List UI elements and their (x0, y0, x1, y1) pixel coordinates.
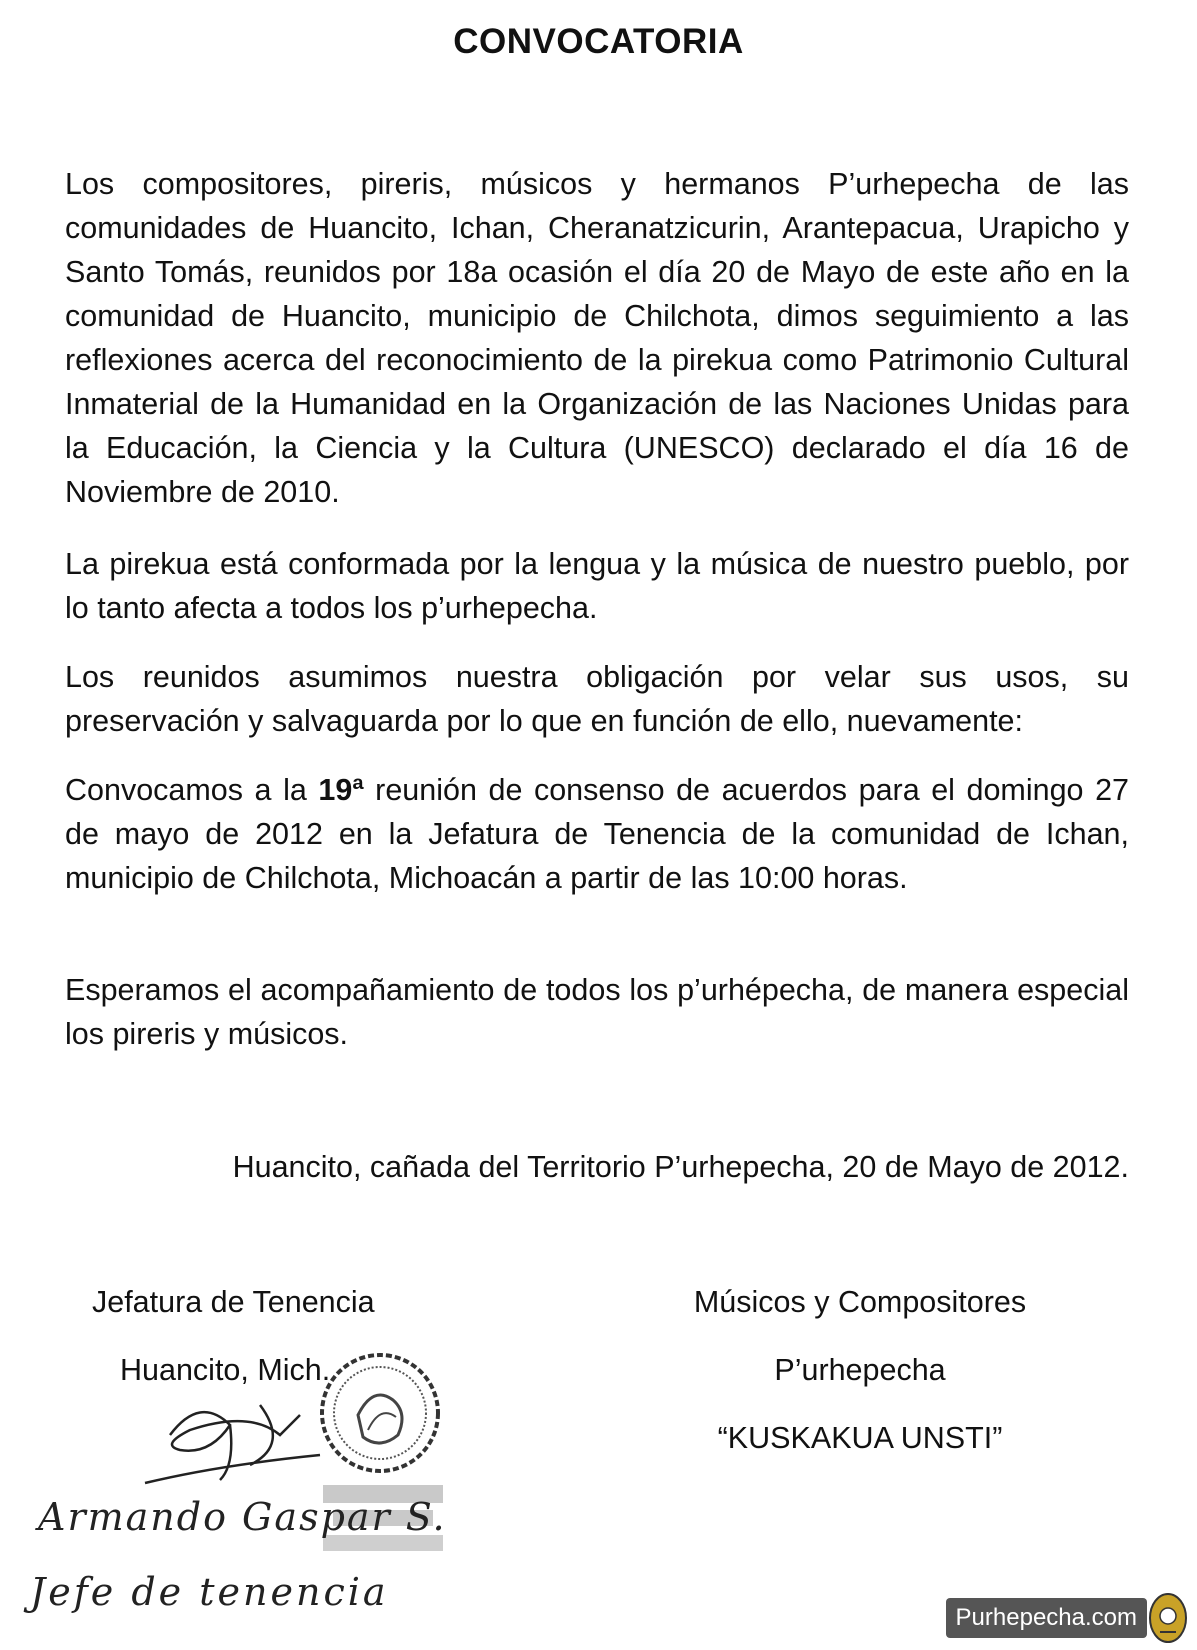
emblem-icon (1147, 1592, 1189, 1644)
signature-left-line1: Jefatura de Tenencia (92, 1285, 375, 1319)
handwritten-signature-icon (140, 1395, 340, 1485)
meeting-call-start: Convocamos a la (65, 773, 319, 807)
signature-right-line2: P’urhepecha (774, 1353, 946, 1387)
meeting-call-end: reunión de consenso de acuerdos para el domingo 27 de mayo de 2012 en la Jefatura de Tenencia de la comunidad de Ichan, municipio de Chilchota, Michoacán a partir de las 10:00 horas. (65, 773, 1129, 895)
paragraph-pirekua-definition: La pirekua está conformada por la lengua y la música de nuestro pueblo, por lo tanto afecta a todos los p’urhepecha. (65, 547, 1129, 625)
signature-right-line1: Músicos y Compositores (693, 1285, 1027, 1319)
paragraph-convocation-context: Los compositores, pireris, músicos y hermanos P’urhepecha de las comunidades de Huancito, Ichan, Cheranatzicurin, Arantepacua, Urapicho y Santo Tomás, reunidos por 18a ocasión el día 20 de Mayo de este año en la comunidad de Huancito, municipio de Chilchota, dimos seguimiento a las reflexiones acerca del reconocimiento de la pirekua como Patrimonio Cultural Inmaterial de la Humanidad en la Organización de las Naciones Unidas para la Educación, la Ciencia y la Cultura (UNESCO) declarado el día 16 de Noviembre de 2010. (65, 167, 1129, 509)
document-title: CONVOCATORIA (453, 22, 744, 61)
watermark-text: Purhepecha.com (946, 1598, 1147, 1638)
signature-left-line2: Huancito, Mich. (120, 1353, 331, 1387)
meeting-number: 19ª (318, 773, 364, 807)
handwritten-name: Armando Gaspar S. (38, 1495, 447, 1539)
handwritten-title: Jefe de tenencia (30, 1570, 389, 1614)
place-and-date: Huancito, cañada del Territorio P’urhepecha, 20 de Mayo de 2012. (232, 1150, 1129, 1184)
paragraph-obligation: Los reunidos asumimos nuestra obligación por velar sus usos, su preservación y salvaguarda por lo que en función de ello, nuevamente: (65, 660, 1129, 738)
paragraph-meeting-call (65, 768, 1129, 900)
signature-right-line3: “KUSKAKUA UNSTI” (717, 1421, 1003, 1455)
paragraph-invitation: Esperamos el acompañamiento de todos los p’urhépecha, de manera especial los pireris y músicos. (65, 973, 1129, 1051)
watermark (946, 1592, 1189, 1644)
